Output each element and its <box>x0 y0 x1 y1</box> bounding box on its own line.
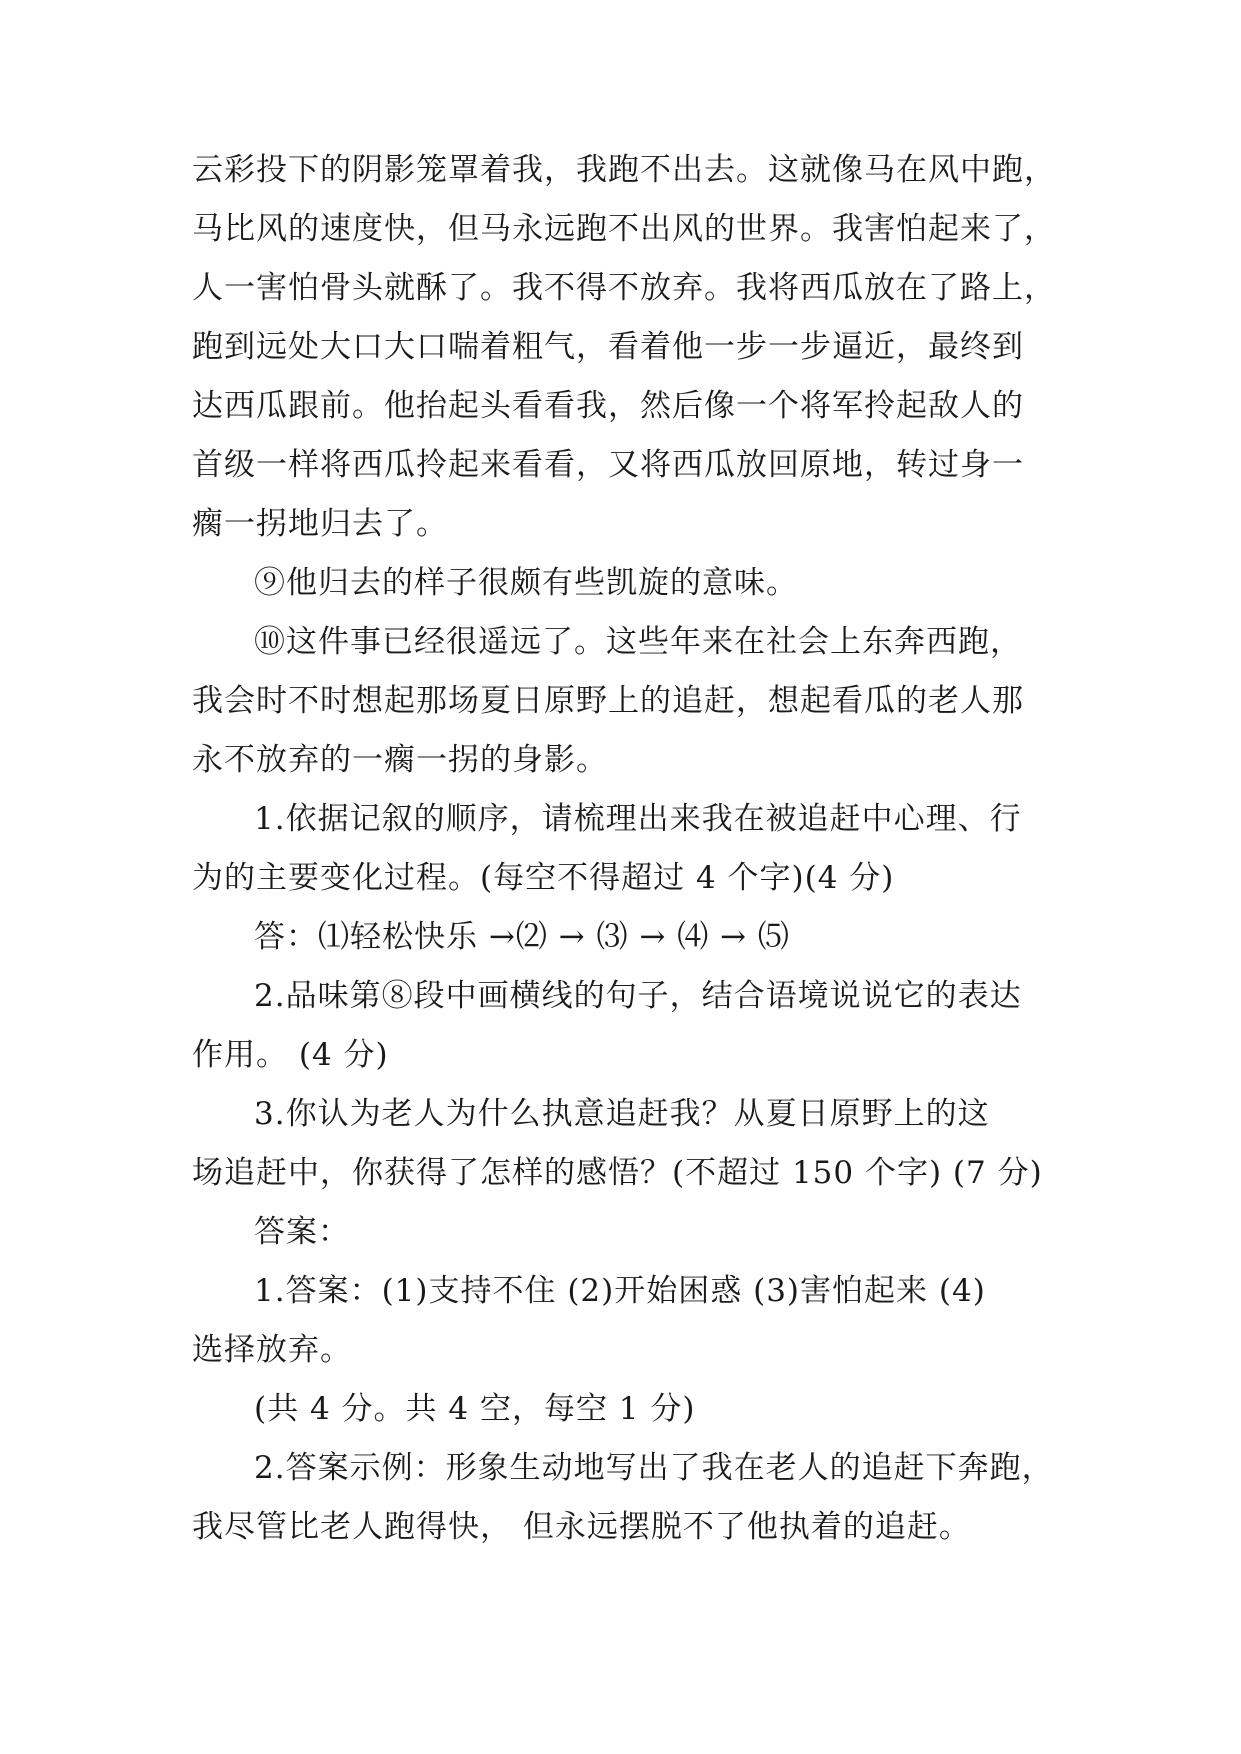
text-line: 我尽管比老人跑得快， 但永远摆脱不了他执着的追赶。 <box>192 1509 971 1545</box>
question-2: 2.品味第⑧段中画横线的句子，结合语境说说它的表达 <box>254 978 1022 1014</box>
text-line: 作用。 (4 分) <box>192 1037 389 1073</box>
answer-blanks: 答：⑴轻松快乐 →⑵ → ⑶ → ⑷ → ⑸ <box>254 919 790 955</box>
question-3: 3.你认为老人为什么执意追赶我？从夏日原野上的这 <box>254 1096 990 1132</box>
answers-heading: 答案： <box>254 1214 350 1250</box>
text-line: 云彩投下的阴影笼罩着我，我跑不出去。这就像马在风中跑， <box>192 152 1056 188</box>
answer-1: 1.答案：(1)支持不住 (2)开始困惑 (3)害怕起来 (4) <box>254 1273 986 1309</box>
text-line: 马比风的速度快，但马永远跑不出风的世界。我害怕起来了， <box>192 211 1056 247</box>
text-line: 跑到远处大口大口喘着粗气，看着他一步一步逼近，最终到 <box>192 329 1024 365</box>
text-line: 场追赶中，你获得了怎样的感悟？(不超过 150 个字) (7 分) <box>192 1155 1043 1191</box>
text-line: 首级一样将西瓜拎起来看看，又将西瓜放回原地，转过身一 <box>192 447 1024 483</box>
text-line: 为的主要变化过程。(每空不得超过 4 个字)(4 分) <box>192 860 895 896</box>
text-line: 选择放弃。 <box>192 1332 352 1368</box>
paragraph-10: ⑩这件事已经很遥远了。这些年来在社会上东奔西跑， <box>254 624 1022 660</box>
paragraph-9: ⑨他归去的样子很颇有些凯旋的意味。 <box>254 565 798 601</box>
scoring-note: (共 4 分。共 4 空，每空 1 分) <box>254 1391 696 1427</box>
answer-2: 2.答案示例：形象生动地写出了我在老人的追赶下奔跑， <box>254 1450 1054 1486</box>
text-line: 人一害怕骨头就酥了。我不得不放弃。我将西瓜放在了路上， <box>192 270 1056 306</box>
text-line: 我会时不时想起那场夏日原野上的追赶，想起看瓜的老人那 <box>192 683 1024 719</box>
question-1: 1.依据记叙的顺序，请梳理出来我在被追赶中心理、行 <box>254 801 1022 837</box>
text-line: 达西瓜跟前。他抬起头看看我，然后像一个将军拎起敌人的 <box>192 388 1024 424</box>
text-line: 瘸一拐地归去了。 <box>192 506 448 542</box>
text-line: 永不放弃的一瘸一拐的身影。 <box>192 742 608 778</box>
